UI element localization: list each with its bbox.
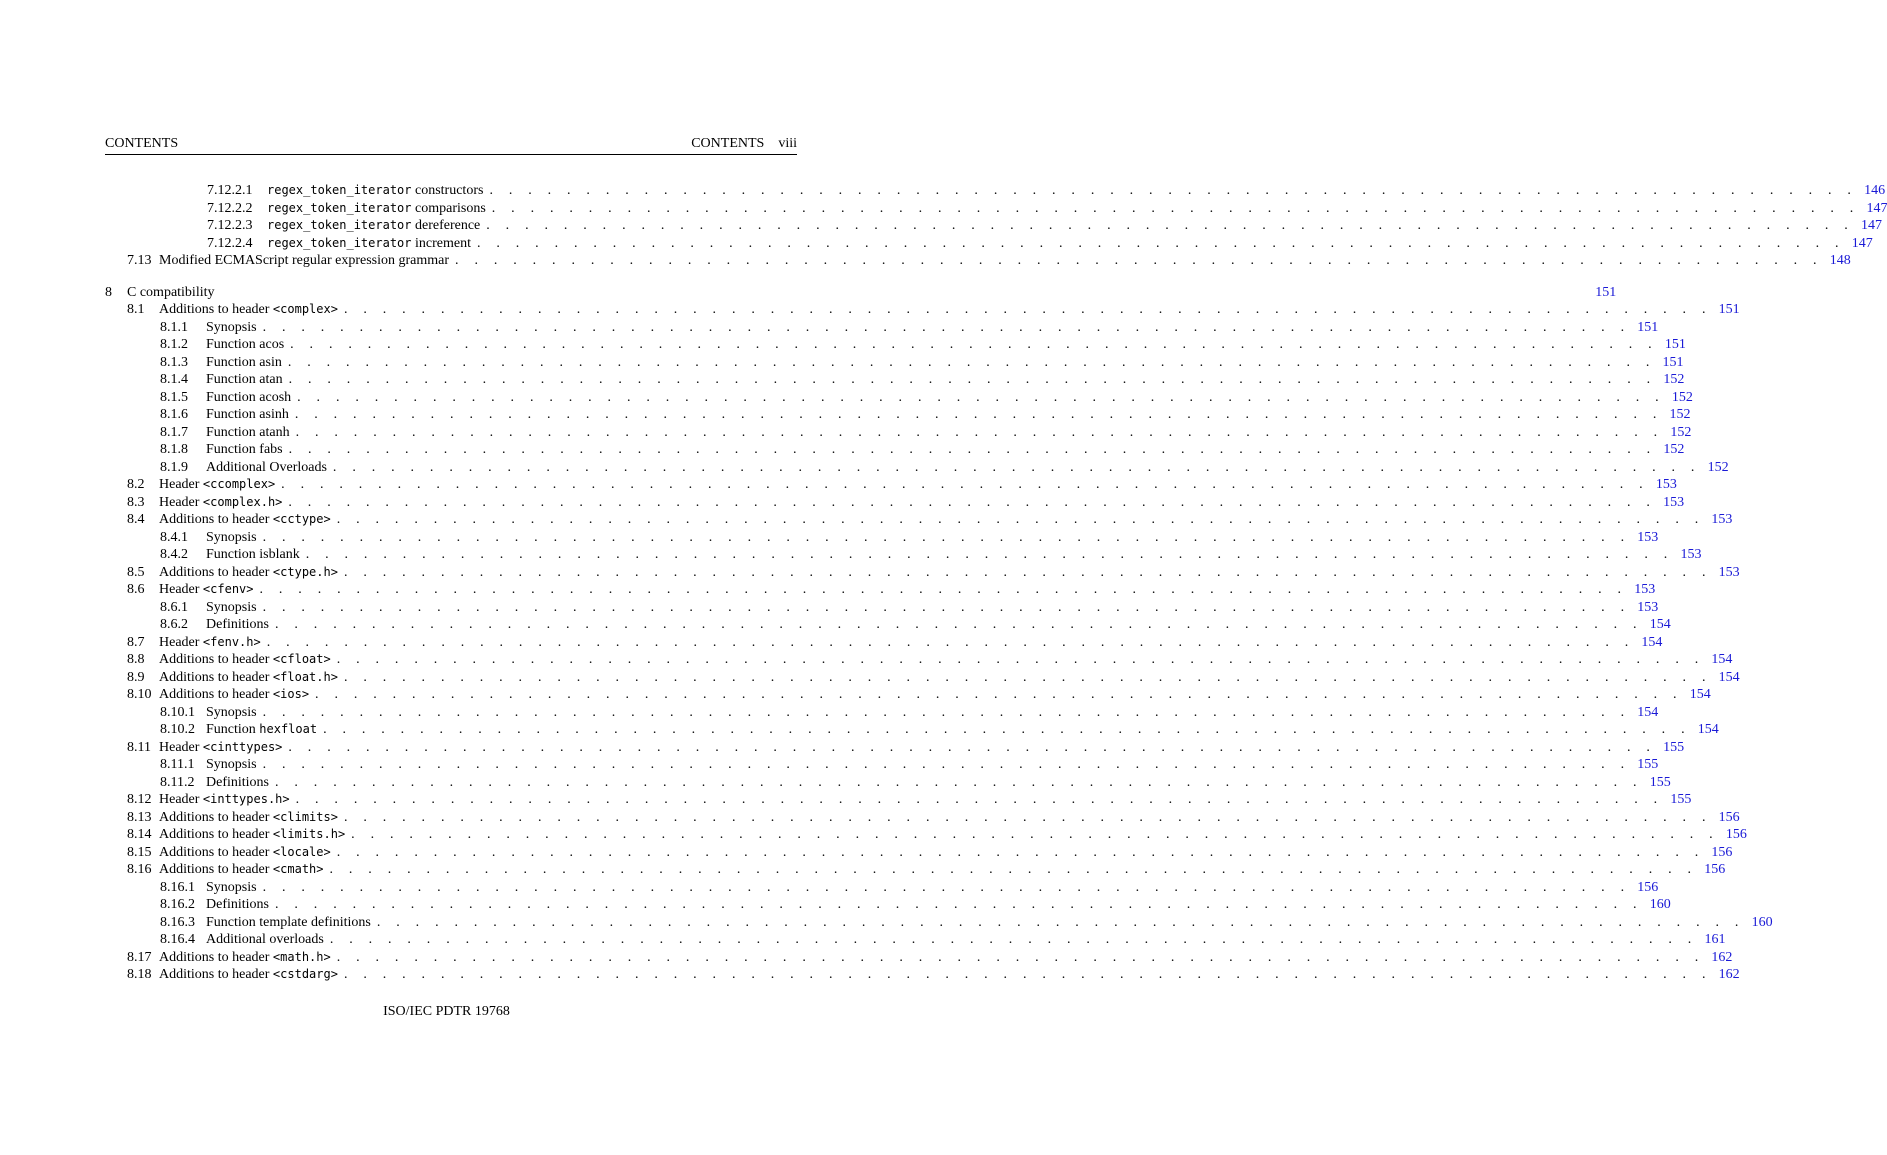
toc-entry-title [267, 200, 486, 218]
dot-leader: . . . . . . . . . . . . . . . . . . . . . . . . . . . . . . . . . . . . . . . . . . . . . . . . . . . . . . . . . . . . . . . . . . . . . . . [343, 809, 1712, 825]
toc-entry-number: 8.1.2 [160, 337, 188, 352]
toc-entry-number: 7.13 [127, 253, 152, 268]
dot-leader: . . . . . . . . . . . . . . . . . . . . . . . . . . . . . . . . . . . . . . . . . . . . . . . . . . . . . . . . . . . . . . . . . . . . . . . [281, 477, 1649, 492]
toc-entry[interactable] [105, 704, 1659, 722]
toc-entry-text: Function acos [206, 337, 285, 352]
toc-entry-number: 8.8 [127, 652, 145, 667]
toc-entry-text: Additions to header [159, 844, 273, 860]
toc-entry-title [206, 616, 269, 634]
dot-leader: . . . . . . . . . . . . . . . . . . . . . . . . . . . . . . . . . . . . . . . . . . . . . . . . . . . . . . . . . . . . . . . . . . . . . . . [489, 183, 1858, 198]
toc-entry[interactable] [105, 546, 1702, 564]
toc-entry-number: 8.2 [127, 477, 145, 492]
toc-entry-text: Function template definitions [206, 914, 371, 930]
dot-leader: . . . . . . . . . . . . . . . . . . . . . . . . . . . . . . . . . . . . . . . . . . . . . . . . . . . . . . . . . . . . . . . . . . . . . . . [332, 459, 1701, 475]
toc-entry-number: 8 [105, 284, 112, 300]
dot-leader: . . . . . . . . . . . . . . . . . . . . . . . . . . . . . . . . . . . . . . . . . . . . . . . . . . . . . . . . . . . . . . . . . . . . . . . [351, 827, 1719, 842]
toc-entry-text: Modified ECMAScript regular expression grammar [159, 253, 450, 268]
toc-page-link[interactable]: 155 [1670, 792, 1692, 807]
toc-entry[interactable] [105, 319, 1659, 337]
toc-page-link[interactable]: 153 [1637, 529, 1659, 545]
dot-leader: . . . . . . . . . . . . . . . . . . . . . . . . . . . . . . . . . . . . . . . . . . . . . . . . . . . . . . . . . . . . . . . . . . . . . . . [294, 407, 1663, 422]
dot-leader: . . . . . . . . . . . . . . . . . . . . . . . . . . . . . . . . . . . . . . . . . . . . . . . . . . . . . . . . . . . . . . . . . . . . . . . [336, 949, 1705, 965]
dot-leader: . . . . . . . . . . . . . . . . . . . . . . . . . . . . . . . . . . . . . . . . . . . . . . . . . . . . . . . . . . . . . . . . . . . . . . . [275, 617, 1643, 632]
toc-entry-number: 7.12.2.4 [207, 235, 253, 251]
toc-entry[interactable] [105, 284, 1617, 302]
dot-leader: . . . . . . . . . . . . . . . . . . . . . . . . . . . . . . . . . . . . . . . . . . . . . . . . . . . . . . . . . . . . . . . . . . . . . . . [288, 442, 1657, 457]
dot-leader: . . . . . . . . . . . . . . . . . . . . . . . . . . . . . . . . . . . . . . . . . . . . . . . . . . . . . . . . . . . . . . . . . . . . . . . [486, 218, 1854, 233]
toc-entry-text: comparisons [411, 200, 486, 216]
toc-entry-number: 8.10 [127, 687, 152, 702]
toc-page-link[interactable]: 152 [1663, 372, 1685, 387]
toc-entry-title [206, 406, 289, 424]
toc-entry-text: Synopsis [206, 599, 257, 615]
toc-entry[interactable] [105, 581, 1656, 599]
toc-entry-title [206, 371, 283, 389]
toc-page-link[interactable]: 154 [1697, 722, 1719, 737]
toc-entry[interactable] [105, 182, 1886, 200]
dot-leader: . . . . . . . . . . . . . . . . . . . . . . . . . . . . . . . . . . . . . . . . . . . . . . . . . . . . . . . . . . . . . . . . . . . . . . . [295, 792, 1664, 807]
toc-entry-title [159, 739, 282, 757]
toc-entry-text: Additions to header [159, 512, 273, 527]
toc-entry-text: Synopsis [206, 704, 257, 720]
dot-leader: . . . . . . . . . . . . . . . . . . . . . . . . . . . . . . . . . . . . . . . . . . . . . . . . . . . . . . . . . . . . . . . . . . . . . . . [290, 337, 1658, 352]
dot-leader: . . . . . . . . . . . . . . . . . . . . . . . . . . . . . . . . . . . . . . . . . . . . . . . . . . . . . . . . . . . . . . . . . . . . . . . [275, 897, 1643, 912]
toc-page-link[interactable]: 155 [1663, 739, 1685, 755]
dot-leader: . . . . . . . . . . . . . . . . . . . . . . . . . . . . . . . . . . . . . . . . . . . . . . . . . . . . . . . . . . . . . . . . . . . . . . . [336, 652, 1705, 667]
dot-leader: . . . . . . . . . . . . . . . . . . . . . . . . . . . . . . . . . . . . . . . . . . . . . . . . . . . . . . . . . . . . . . . . . . . . . . . [262, 319, 1631, 335]
toc-entry-number: 8.11.1 [160, 757, 195, 772]
toc-entry-code: <ctype.h> [272, 564, 338, 579]
toc-entry-number: 8.7 [127, 634, 145, 650]
toc-entry[interactable] [105, 459, 1729, 477]
running-header [105, 136, 797, 155]
toc-entry-number: 8.11 [127, 739, 151, 755]
toc-page-link[interactable]: 162 [1718, 967, 1740, 982]
dot-leader: . . . . . . . . . . . . . . . . . . . . . . . . . . . . . . . . . . . . . . . . . . . . . . . . . . . . . . . . . . . . . . . . . . . . . . . [329, 932, 1698, 947]
toc-entry-text: increment [411, 235, 471, 251]
toc-entry-text: Function asin [206, 354, 282, 370]
toc-entry[interactable] [105, 301, 1740, 319]
dot-leader: . . . . . . . . . . . . . . . . . . . . . . . . . . . . . . . . . . . . . . . . . . . . . . . . . . . . . . . . . . . . . . . . . . . . . . . [336, 512, 1705, 527]
toc-entry-text: Additions to header [159, 809, 273, 825]
toc-page-link[interactable]: 156 [1725, 827, 1747, 842]
toc-entry-title [206, 336, 284, 354]
toc-entry-code: hexfloat [259, 722, 318, 736]
toc-page-link[interactable]: 156 [1718, 809, 1740, 825]
toc-entry[interactable] [105, 389, 1693, 407]
dot-leader: . . . . . . . . . . . . . . . . . . . . . . . . . . . . . . . . . . . . . . . . . . . . . . . . . . . . . . . . . . . . . . . . . . . . . . . [329, 862, 1698, 877]
toc-page-link[interactable]: 156 [1637, 879, 1659, 895]
toc-page-link[interactable]: 154 [1637, 704, 1659, 720]
dot-leader: . . . . . . . . . . . . . . . . . . . . . . . . . . . . . . . . . . . . . . . . . . . . . . . . . . . . . . . . . . . . . . . . . . . . . . . [343, 669, 1712, 685]
running-footer: ISO/IEC PDTR 19768 [383, 1004, 510, 1019]
toc-entry-code: <climits> [272, 809, 338, 824]
toc-entry-text: Header [159, 494, 203, 510]
toc-entry-text: Additions to header [159, 669, 273, 685]
toc-entry-code: <cstdarg> [272, 967, 338, 981]
toc-entry-title [159, 861, 324, 879]
toc-entry-text: Additions to header [159, 949, 273, 965]
toc-entry-title [206, 441, 283, 459]
toc-page-link[interactable]: 154 [1689, 687, 1711, 702]
toc-entry-text: Additions to header [159, 827, 273, 842]
toc-entry[interactable] [105, 861, 1726, 879]
toc-entry-text: Additions to header [159, 564, 273, 580]
table-of-contents [105, 182, 1887, 984]
toc-entry-text: Function isblank [206, 547, 300, 562]
toc-entry-title [206, 879, 257, 897]
toc-entry-title [206, 756, 257, 774]
toc-page-link[interactable]: 155 [1637, 757, 1659, 772]
toc-entry-title [159, 809, 338, 827]
toc-entry-title [159, 564, 338, 582]
toc-entry-number: 8.6.2 [160, 617, 188, 632]
toc-entry-code: <cmath> [272, 862, 324, 876]
toc-entry-title [127, 284, 215, 302]
toc-entry-code: <cfloat> [272, 652, 331, 666]
toc-page-link[interactable]: 156 [1704, 862, 1726, 877]
toc-entry-title [206, 459, 327, 477]
toc-entry-number: 8.1.4 [160, 372, 188, 387]
toc-entry-code: <inttypes.h> [202, 792, 290, 806]
toc-entry[interactable] [105, 651, 1733, 669]
toc-entry-title [159, 511, 331, 529]
toc-entry-title [159, 669, 338, 687]
toc-entry[interactable] [105, 217, 1882, 235]
toc-page-link[interactable]: 151 [1637, 319, 1659, 335]
toc-entry-number: 8.17 [127, 949, 152, 965]
toc-entry[interactable] [105, 354, 1684, 372]
toc-page-link[interactable]: 146 [1864, 183, 1886, 198]
toc-entry-text: C compatibility [127, 284, 215, 300]
toc-entry[interactable] [105, 739, 1685, 757]
toc-entry-title [206, 319, 257, 337]
toc-entry-title [159, 844, 331, 862]
toc-entry[interactable] [105, 336, 1686, 354]
dot-leader: . . . . . . . . . . . . . . . . . . . . . . . . . . . . . . . . . . . . . . . . . . . . . . . . . . . . . . . . . . . . . . . . . . . . . . . [262, 599, 1631, 615]
toc-entry-text: Synopsis [206, 529, 257, 545]
toc-entry-number: 8.1.7 [160, 424, 188, 440]
toc-entry[interactable] [105, 949, 1733, 967]
toc-entry-number: 8.1 [127, 302, 145, 317]
toc-entry[interactable] [105, 931, 1726, 949]
toc-entry-code: <ios> [272, 687, 310, 701]
toc-entry[interactable] [105, 511, 1733, 529]
toc-entry-number: 8.4.1 [160, 529, 188, 545]
toc-entry[interactable] [105, 529, 1659, 547]
toc-page-link[interactable]: 156 [1711, 844, 1733, 860]
toc-entry-title [159, 634, 261, 652]
toc-entry-title [206, 896, 269, 914]
toc-entry-code: <math.h> [272, 949, 331, 964]
toc-entry[interactable] [105, 235, 1873, 253]
toc-page-link[interactable]: 154 [1711, 652, 1733, 667]
toc-entry-code: <cfenv> [202, 582, 254, 596]
toc-page-link[interactable]: 153 [1718, 564, 1740, 580]
dot-leader: . . . . . . . . . . . . . . . . . . . . . . . . . . . . . . . . . . . . . . . . . . . . . . . . . . . . . . . . . . . . . . . . . . . . . . . [262, 529, 1631, 545]
toc-entry-code: <float.h> [272, 669, 338, 684]
toc-entry-title [206, 931, 324, 949]
toc-page-link[interactable]: 147 [1866, 200, 1887, 216]
toc-entry[interactable] [105, 200, 1887, 218]
dot-leader: . . . . . . . . . . . . . . . . . . . . . . . . . . . . . . . . . . . . . . . . . . . . . . . . . . . . . . . . . . . . . . . . . . . . . . . [262, 704, 1631, 720]
toc-entry[interactable] [105, 756, 1659, 774]
toc-entry-number: 8.11.2 [160, 774, 195, 790]
header-page-number: viii [778, 136, 797, 151]
toc-entry-code: <complex.h> [202, 494, 283, 509]
toc-entry-title [206, 721, 317, 739]
toc-page-link[interactable]: 162 [1711, 949, 1733, 965]
toc-entry[interactable] [105, 686, 1711, 704]
toc-entry-text: Additions to header [159, 652, 273, 667]
toc-entry[interactable] [105, 476, 1677, 494]
dot-leader: . . . . . . . . . . . . . . . . . . . . . . . . . . . . . . . . . . . . . . . . . . . . . . . . . . . . . . . . . . . . . . . . . . . . . . . [323, 722, 1691, 737]
toc-page-link[interactable]: 147 [1851, 235, 1873, 251]
toc-entry-number: 8.1.8 [160, 442, 188, 457]
toc-entry-text: Header [159, 582, 203, 597]
toc-entry[interactable] [105, 879, 1659, 897]
toc-entry-code: <limits.h> [272, 827, 346, 841]
toc-entry-title [159, 966, 338, 984]
toc-entry-text: Definitions [206, 774, 269, 790]
toc-page-link[interactable]: 147 [1860, 218, 1882, 233]
toc-page-link[interactable]: 154 [1649, 617, 1671, 632]
toc-entry-text: Function atan [206, 372, 283, 387]
toc-entry-number: 8.16.2 [160, 897, 195, 912]
toc-entry-number: 7.12.2.3 [207, 218, 253, 233]
toc-entry-title [206, 546, 300, 564]
toc-entry-code: <cinttypes> [202, 739, 283, 754]
dot-leader: . . . . . . . . . . . . . . . . . . . . . . . . . . . . . . . . . . . . . . . . . . . . . . . . . . . . . . . . . . . . . . . . . . . . . . . [315, 687, 1683, 702]
toc-entry-number: 8.16.1 [160, 879, 195, 895]
toc-page-link[interactable]: 152 [1707, 459, 1729, 475]
toc-entry-title [159, 252, 449, 270]
toc-entry-title [267, 235, 471, 253]
toc-entry-number: 8.1.9 [160, 459, 188, 475]
toc-entry-title [159, 581, 254, 599]
toc-entry[interactable] [105, 371, 1685, 389]
toc-entry-text: Additional overloads [206, 932, 324, 947]
toc-entry-number: 8.4.2 [160, 547, 188, 562]
toc-entry-number: 8.16.4 [160, 932, 195, 947]
toc-entry[interactable] [105, 616, 1671, 634]
toc-entry-text: Function fabs [206, 442, 283, 457]
dot-leader: . . . . . . . . . . . . . . . . . . . . . . . . . . . . . . . . . . . . . . . . . . . . . . . . . . . . . . . . . . . . . . . . . . . . . . . [305, 547, 1674, 562]
toc-entry-code: <fenv.h> [202, 634, 261, 649]
toc-entry[interactable] [105, 424, 1692, 442]
toc-entry-text: Synopsis [206, 757, 257, 772]
toc-entry-number: 8.1.3 [160, 354, 188, 370]
toc-entry-number: 8.1.6 [160, 407, 188, 422]
toc-entry[interactable] [105, 809, 1740, 827]
toc-page-link[interactable]: 152 [1669, 407, 1691, 422]
toc-page-link[interactable]: 148 [1829, 253, 1851, 268]
toc-entry-title [206, 529, 257, 547]
header-right [691, 136, 797, 152]
toc-entry[interactable] [105, 966, 1740, 984]
toc-page-link[interactable]: 151 [1718, 302, 1740, 317]
toc-entry-text: dereference [411, 218, 481, 233]
toc-entry[interactable] [105, 826, 1747, 844]
dot-leader: . . . . . . . . . . . . . . . . . . . . . . . . . . . . . . . . . . . . . . . . . . . . . . . . . . . . . . . . . . . . . . . . . . . . . . . [259, 582, 1628, 597]
toc-page-link[interactable]: 151 [1664, 337, 1686, 352]
toc-page-link[interactable]: 152 [1663, 442, 1685, 457]
dot-leader: . . . . . . . . . . . . . . . . . . . . . . . . . . . . . . . . . . . . . . . . . . . . . . . . . . . . . . . . . . . . . . . . . . . . . . . [288, 739, 1657, 755]
toc-entry-number: 8.13 [127, 809, 152, 825]
toc-entry-number: 8.9 [127, 669, 145, 685]
toc-entry-text: Additions to header [159, 967, 273, 982]
toc-entry-number: 8.12 [127, 792, 152, 807]
toc-entry-text: Function [206, 722, 260, 737]
toc-entry-code: regex_token_iterator [267, 218, 412, 232]
toc-entry-code: regex_token_iterator [267, 235, 412, 250]
dot-leader: . . . . . . . . . . . . . . . . . . . . . . . . . . . . . . . . . . . . . . . . . . . . . . . . . . . . . . . . . . . . . . . . . . . . . . . [491, 200, 1860, 216]
toc-entry[interactable] [105, 441, 1685, 459]
header-right-title: CONTENTS [691, 136, 765, 151]
toc-page-link[interactable]: 152 [1670, 424, 1692, 440]
toc-entry-number: 8.10.1 [160, 704, 195, 720]
toc-page-link[interactable]: 153 [1663, 494, 1685, 510]
toc-entry-title [267, 217, 480, 235]
toc-entry-title [159, 791, 290, 809]
toc-entry-title [159, 301, 338, 319]
toc-entry[interactable] [105, 844, 1733, 862]
toc-entry-text: Function asinh [206, 407, 289, 422]
toc-page-link[interactable]: 154 [1718, 669, 1740, 685]
dot-leader: . . . . . . . . . . . . . . . . . . . . . . . . . . . . . . . . . . . . . . . . . . . . . . . . . . . . . . . . . . . . . . . . . . . . . . . [336, 844, 1705, 860]
toc-entry-number: 8.16 [127, 862, 152, 877]
toc-entry-number: 8.1.1 [160, 319, 188, 335]
toc-entry-text: Additions to header [159, 687, 273, 702]
dot-leader: . . . . . . . . . . . . . . . . . . . . . . . . . . . . . . . . . . . . . . . . . . . . . . . . . . . . . . . . . . . . . . . . . . . . . . . [343, 967, 1712, 982]
dot-leader: . . . . . . . . . . . . . . . . . . . . . . . . . . . . . . . . . . . . . . . . . . . . . . . . . . . . . . . . . . . . . . . . . . . . . . . [343, 564, 1712, 580]
toc-entry-text: Function acosh [206, 389, 292, 405]
toc-entry-number: 8.14 [127, 827, 152, 842]
toc-entry-code: <ccomplex> [202, 477, 276, 491]
toc-entry-text: Additions to header [159, 302, 273, 317]
toc-entry-number: 8.1.5 [160, 389, 188, 405]
toc-page-link[interactable]: 160 [1751, 914, 1773, 930]
toc-entry-title [206, 914, 371, 932]
toc-entry-text: Definitions [206, 897, 269, 912]
toc-entry-title [159, 826, 345, 844]
toc-entry-title [159, 476, 275, 494]
toc-entry-number: 8.6 [127, 582, 145, 597]
toc-page-link[interactable]: 154 [1641, 634, 1663, 650]
toc-entry-number: 8.4 [127, 512, 145, 527]
toc-entry-title [206, 424, 290, 442]
toc-entry-title [159, 949, 331, 967]
toc-page-link[interactable]: 153 [1637, 599, 1659, 615]
toc-entry-code: regex_token_iterator [267, 183, 412, 197]
dot-leader: . . . . . . . . . . . . . . . . . . . . . . . . . . . . . . . . . . . . . . . . . . . . . . . . . . . . . . . . . . . . . . . . . . . . . . . [343, 302, 1712, 317]
toc-entry-text: Function atanh [206, 424, 290, 440]
toc-entry-text: Header [159, 477, 203, 492]
toc-entry-text: Header [159, 634, 203, 650]
toc-entry[interactable] [105, 914, 1773, 932]
toc-entry-title [159, 686, 309, 704]
toc-entry-text: Synopsis [206, 879, 257, 895]
toc-entry-text: constructors [411, 183, 484, 198]
dot-leader: . . . . . . . . . . . . . . . . . . . . . . . . . . . . . . . . . . . . . . . . . . . . . . . . . . . . . . . . . . . . . . . . . . . . . . . [262, 879, 1631, 895]
dot-leader: . . . . . . . . . . . . . . . . . . . . . . . . . . . . . . . . . . . . . . . . . . . . . . . . . . . . . . . . . . . . . . . . . . . . . . . [275, 774, 1643, 790]
toc-entry-number: 8.3 [127, 494, 145, 510]
toc-entry-number: 8.15 [127, 844, 152, 860]
toc-entry-number: 7.12.2.1 [207, 183, 253, 198]
dot-leader: . . . . . . . . . . . . . . . . . . . . . . . . . . . . . . . . . . . . . . . . . . . . . . . . . . . . . . . . . . . . . . . . . . . . . . . [476, 235, 1845, 251]
dot-leader: . . . . . . . . . . . . . . . . . . . . . . . . . . . . . . . . . . . . . . . . . . . . . . . . . . . . . . . . . . . . . . . . . . . . . . . [288, 494, 1657, 510]
toc-page-link[interactable]: 161 [1704, 932, 1726, 947]
toc-page-link[interactable]: 153 [1680, 547, 1702, 562]
toc-entry[interactable] [105, 406, 1691, 424]
toc-entry-title [206, 704, 257, 722]
toc-page-link[interactable]: 151 [1662, 354, 1684, 370]
toc-page-link[interactable]: 153 [1655, 477, 1677, 492]
toc-entry[interactable] [105, 774, 1671, 792]
toc-entry-code: regex_token_iterator [267, 200, 412, 215]
toc-entry-title [159, 494, 282, 512]
toc-entry-number: 8.5 [127, 564, 145, 580]
toc-entry[interactable] [105, 896, 1671, 914]
toc-entry[interactable] [105, 634, 1663, 652]
dot-leader: . . . . . . . . . . . . . . . . . . . . . . . . . . . . . . . . . . . . . . . . . . . . . . . . . . . . . . . . . . . . . . . . . . . . . . . [262, 757, 1631, 772]
toc-entry-text: Header [159, 739, 203, 755]
toc-page-link[interactable]: 151 [1595, 284, 1617, 300]
toc-entry[interactable] [105, 599, 1659, 617]
dot-leader: . . . . . . . . . . . . . . . . . . . . . . . . . . . . . . . . . . . . . . . . . . . . . . . . . . . . . . . . . . . . . . . . . . . . . . . [297, 389, 1665, 405]
toc-entry-number: 8.10.2 [160, 722, 195, 737]
toc-entry-code: <complex> [272, 302, 338, 316]
toc-entry-code: <locale> [272, 844, 331, 859]
dot-leader: . . . . . . . . . . . . . . . . . . . . . . . . . . . . . . . . . . . . . . . . . . . . . . . . . . . . . . . . . . . . . . . . . . . . . . . [266, 634, 1635, 650]
toc-entry-code: <cctype> [272, 512, 331, 526]
header-left-title: CONTENTS [105, 136, 179, 151]
toc-entry-number: 8.6.1 [160, 599, 188, 615]
toc-entry-text: Synopsis [206, 319, 257, 335]
dot-leader: . . . . . . . . . . . . . . . . . . . . . . . . . . . . . . . . . . . . . . . . . . . . . . . . . . . . . . . . . . . . . . . . . . . . . . . [295, 424, 1664, 440]
toc-entry-title [206, 774, 269, 792]
toc-page-link[interactable]: 152 [1671, 389, 1693, 405]
toc-entry-title [159, 651, 331, 669]
toc-entry-text: Additions to header [159, 862, 273, 877]
toc-entry-text: Additional Overloads [206, 459, 327, 475]
toc-entry-number: 8.16.3 [160, 914, 195, 930]
dot-leader: . . . . . . . . . . . . . . . . . . . . . . . . . . . . . . . . . . . . . . . . . . . . . . . . . . . . . . . . . . . . . . . . . . . . . . . [455, 253, 1823, 268]
dot-leader: . . . . . . . . . . . . . . . . . . . . . . . . . . . . . . . . . . . . . . . . . . . . . . . . . . . . . . . . . . . . . . . . . . . . . . . [376, 914, 1745, 930]
toc-entry-title [267, 182, 483, 200]
toc-page-link[interactable]: 153 [1711, 512, 1733, 527]
toc-entry[interactable] [105, 564, 1740, 582]
toc-page-link[interactable]: 160 [1649, 897, 1671, 912]
toc-page-link[interactable]: 155 [1649, 774, 1671, 790]
toc-entry-title [206, 389, 291, 407]
toc-entry-number: 8.18 [127, 967, 152, 982]
toc-entry[interactable] [105, 669, 1740, 687]
toc-page-link[interactable]: 153 [1634, 582, 1656, 597]
toc-entry-title [206, 599, 257, 617]
toc-entry[interactable] [105, 791, 1692, 809]
toc-entry-text: Definitions [206, 617, 269, 632]
toc-entry[interactable] [105, 494, 1685, 512]
dot-leader: . . . . . . . . . . . . . . . . . . . . . . . . . . . . . . . . . . . . . . . . . . . . . . . . . . . . . . . . . . . . . . . . . . . . . . . [287, 354, 1656, 370]
toc-entry[interactable] [105, 721, 1719, 739]
toc-entry-title [206, 354, 282, 372]
toc-entry-number: 7.12.2.2 [207, 200, 253, 216]
toc-entry[interactable] [105, 252, 1851, 270]
dot-leader: . . . . . . . . . . . . . . . . . . . . . . . . . . . . . . . . . . . . . . . . . . . . . . . . . . . . . . . . . . . . . . . . . . . . . . . [288, 372, 1657, 387]
toc-entry-text: Header [159, 792, 203, 807]
